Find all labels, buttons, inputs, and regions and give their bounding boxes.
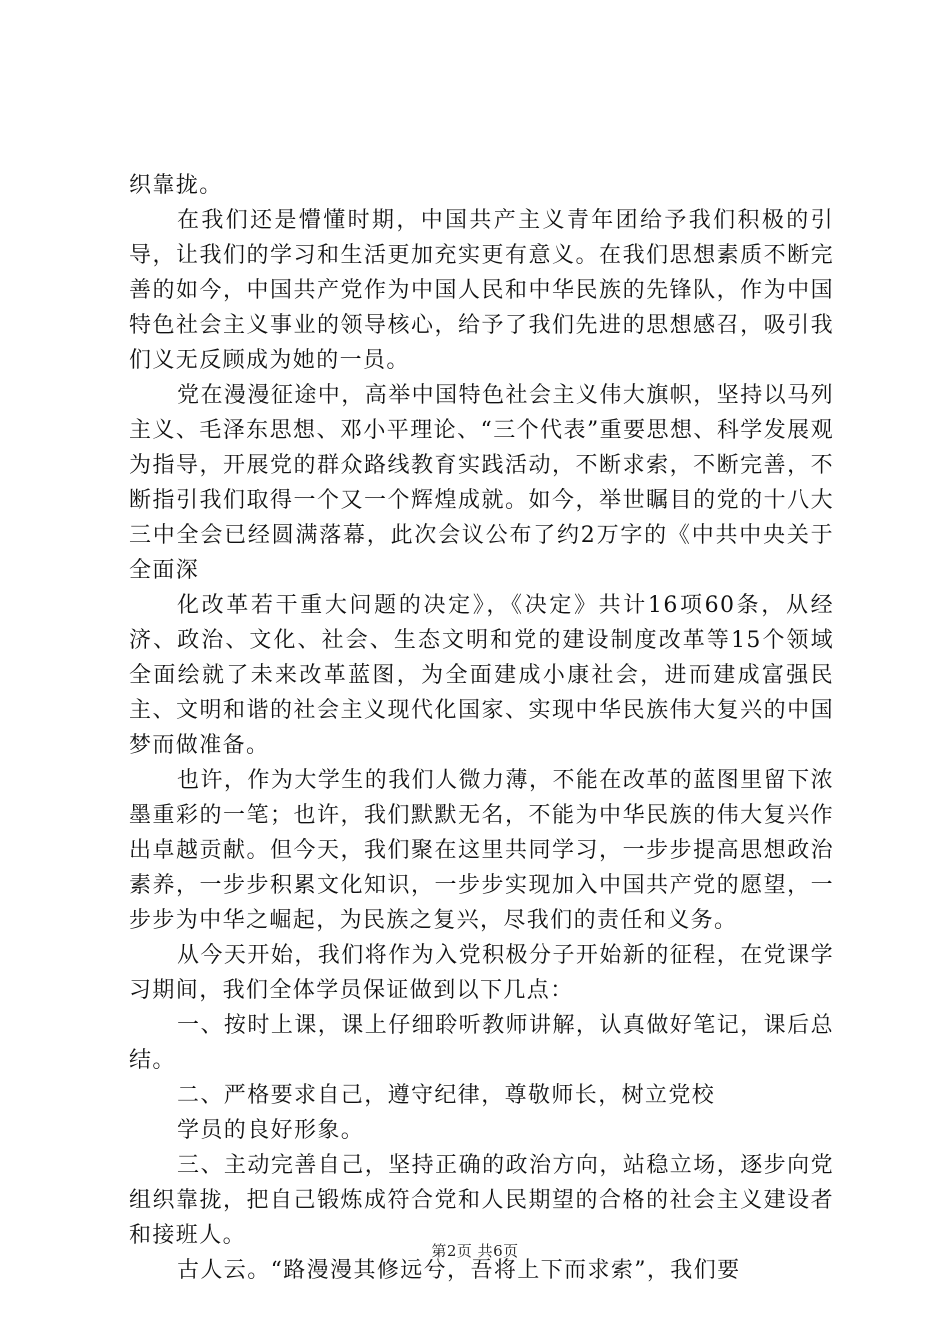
paragraph: 二、严格要求自己，遵守纪律，尊敬师长，树立党校 xyxy=(177,1083,716,1108)
paragraph: 学员的良好形象。 xyxy=(177,1118,365,1143)
paragraph: 党在漫漫征途中，高举中国特色社会主义伟大旗帜，坚持以马列主义、毛泽东思想、邓小平理论、“三个代表”重要思想、科学发展观为指导，开展党的群众路线教育实践活动，不断求索，不断完善，不断指引我们取得一个又一个辉煌成就。如今，举世瞩目的党的十八大三中全会已经圆满落幕，此次会议公布了约2万字的《中共中央关于全面深 xyxy=(129,383,834,583)
paragraph: 一、按时上课，课上仔细聆听教师讲解，认真做好笔记，课后总结。 xyxy=(129,1013,834,1073)
paragraph: 三、主动完善自己，坚持正确的政治方向，站稳立场，逐步向党组织靠拢，把自己锻炼成符合党和人民期望的合格的社会主义建设者和接班人。 xyxy=(129,1153,834,1248)
paragraph: 在我们还是懵懂时期，中国共产主义青年团给予我们积极的引导，让我们的学习和生活更加充实更有意义。在我们思想素质不断完善的如今，中国共产党作为中国人民和中华民族的先锋队，作为中国特色社会主义事业的领导核心，给予了我们先进的思想感召，吸引我们义无反顾成为她的一员。 xyxy=(129,208,834,373)
paragraph: 古人云。“路漫漫其修远兮，吾将上下而求索”，我们要 xyxy=(177,1258,741,1283)
document-body xyxy=(129,168,834,1288)
paragraph: 也许，作为大学生的我们人微力薄，不能在改革的蓝图里留下浓墨重彩的一笔；也许，我们默默无名，不能为中华民族的伟大复兴作出卓越贡献。但今天，我们聚在这里共同学习，一步步提高思想政治素养，一步步积累文化知识，一步步实现加入中国共产党的愿望，一步步为中华之崛起，为民族之复兴，尽我们的责任和义务。 xyxy=(129,768,834,933)
paragraph: 化改革若干重大问题的决定》，《决定》共计16项60条，从经济、政治、文化、社会、生态文明和党的建设制度改革等15个领域全面绘就了未来改革蓝图，为全面建成小康社会，进而建成富强民主、文明和谐的社会主义现代化国家、实现中华民族伟大复兴的中国梦而做准备。 xyxy=(129,593,834,758)
page-footer: 第2页 共6页 xyxy=(431,1242,519,1260)
paragraph: 织靠拢。 xyxy=(129,173,223,198)
paragraph: 从今天开始，我们将作为入党积极分子开始新的征程，在党课学习期间，我们全体学员保证做到以下几点： xyxy=(129,943,834,1003)
